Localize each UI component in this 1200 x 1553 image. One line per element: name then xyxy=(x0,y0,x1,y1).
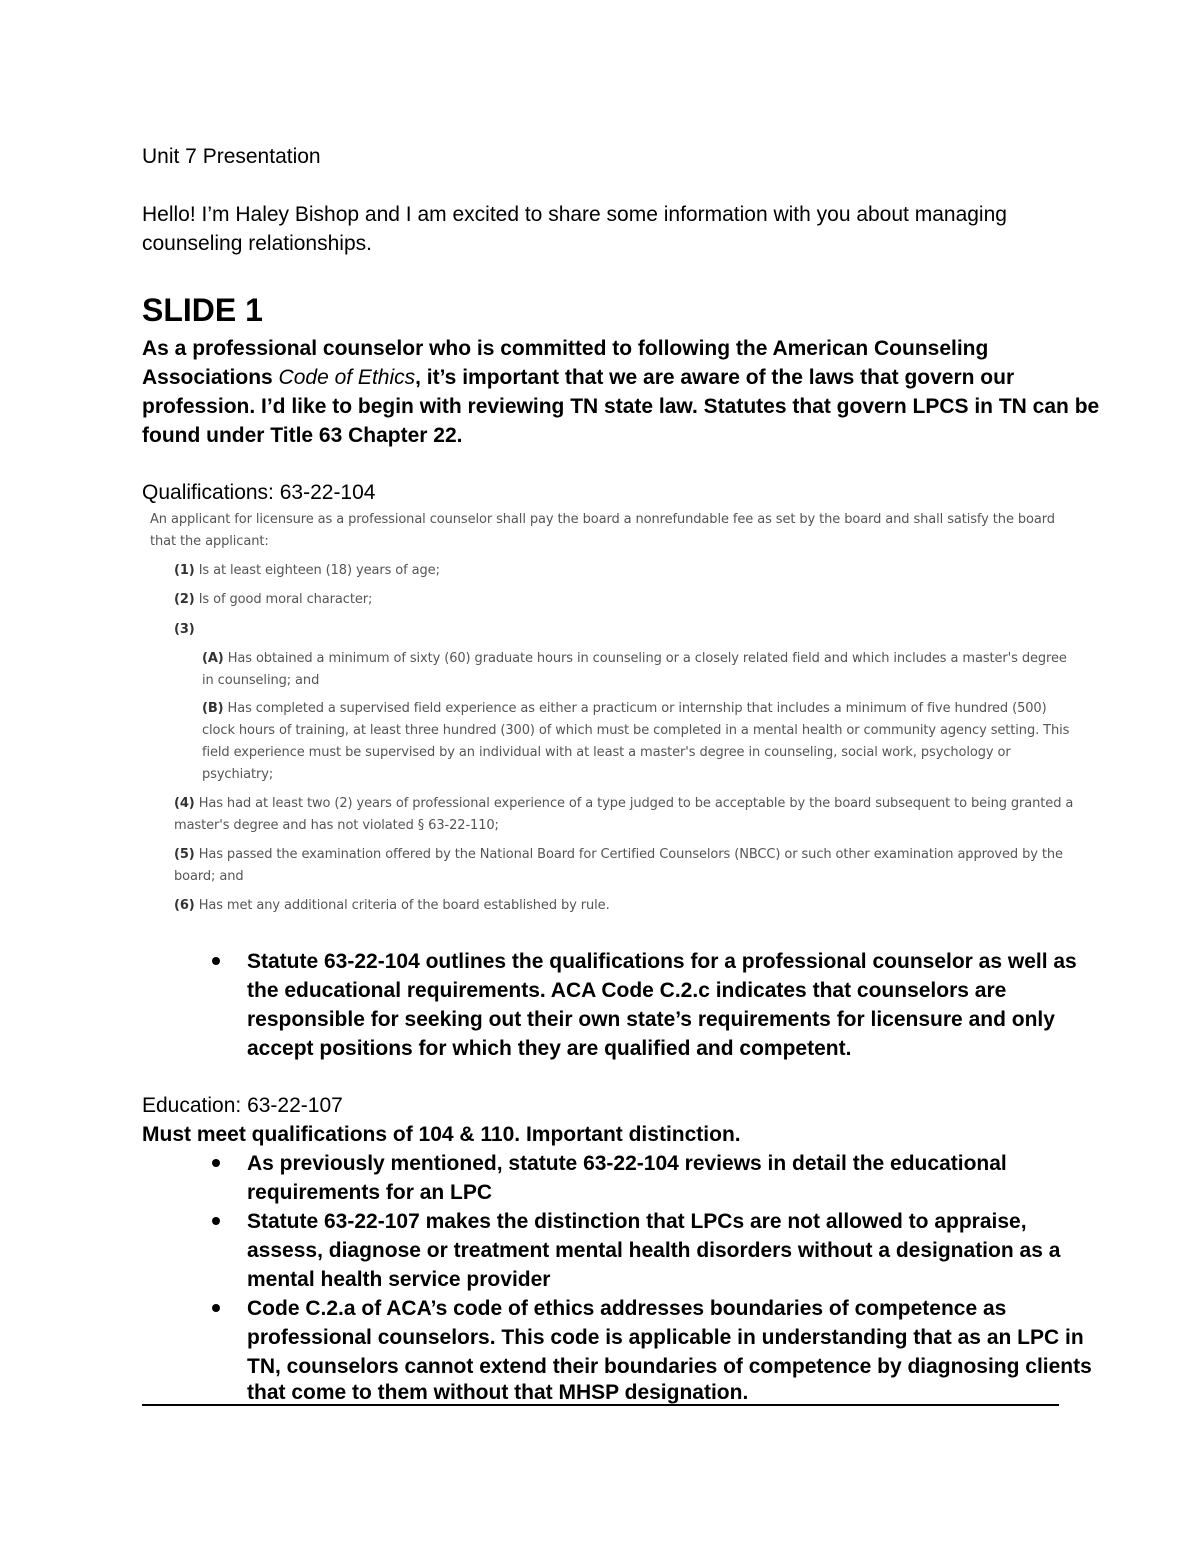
qual-bullet-line-2: the educational requirements. ACA Code C.2.c indicates that counselors are xyxy=(247,979,1007,1002)
code-of-ethics-title: Code of Ethics xyxy=(278,366,416,389)
education-heading: Education: 63-22-107 xyxy=(142,1094,343,1117)
statute-item-6: (6) Has met any additional criteria of the board established by rule. xyxy=(174,898,610,913)
slide-para-post: , it’s important that we are aware of the laws that govern our xyxy=(415,366,1015,389)
edu-bullet-2-line-2: assess, diagnose or treatment mental health disorders without a designation as a xyxy=(247,1239,1061,1262)
statute-item-3a-2: in counseling; and xyxy=(202,673,320,688)
statute-item-5-2: board; and xyxy=(174,869,244,884)
statute-item-1: (1) Is at least eighteen (18) years of age; xyxy=(174,563,440,578)
statute-item-2: (2) Is of good moral character; xyxy=(174,592,373,607)
slide-para-line-4: found under Title 63 Chapter 22. xyxy=(142,424,463,447)
document-title: Unit 7 Presentation xyxy=(142,145,321,168)
statute-item-4-2: master's degree and has not violated § 63-22-110; xyxy=(174,818,499,833)
qual-bullet-line-4: accept positions for which they are qualified and competent. xyxy=(247,1037,852,1060)
qualifications-heading: Qualifications: 63-22-104 xyxy=(142,481,376,504)
horizontal-rule xyxy=(142,1404,1059,1406)
statute-item-3: (3) xyxy=(174,622,195,637)
intro-line-2: counseling relationships. xyxy=(142,232,372,255)
statute-intro-2: that the applicant: xyxy=(150,534,269,549)
statute-excerpt xyxy=(148,508,1108,928)
slide-para-pre: Associations xyxy=(142,366,279,389)
bullet-dot xyxy=(212,957,220,965)
edu-bullet-2-line-1: Statute 63-22-107 makes the distinction that LPCs are not allowed to appraise, xyxy=(247,1210,1027,1233)
edu-bullet-1-line-2: requirements for an LPC xyxy=(247,1181,493,1204)
edu-bullet-3-line-1: Code C.2.a of ACA’s code of ethics addresses boundaries of competence as xyxy=(247,1297,1007,1320)
slide-para-line-3: profession. I’d like to begin with reviewing TN state law. Statutes that govern LPCS in TN can be xyxy=(142,395,1100,418)
education-subheading: Must meet qualifications of 104 & 110. Important distinction. xyxy=(142,1123,741,1146)
slide-para-line-1: As a professional counselor who is committed to following the American Counseling xyxy=(142,337,989,360)
bullet-dot xyxy=(212,1159,220,1167)
statute-item-3b-1: (B) Has completed a supervised field experience as either a practicum or internship that includes a minimum of five hundred (500) xyxy=(202,701,1047,716)
slide-heading: SLIDE 1 xyxy=(142,292,263,328)
statute-item-4-1: (4) Has had at least two (2) years of professional experience of a type judged to be acceptable by the board subsequent to being granted a xyxy=(174,796,1074,811)
statute-item-3b-3: field experience must be supervised by an individual with at least a master's degree in counseling, social work, psychology or xyxy=(202,745,1011,760)
bullet-dot xyxy=(212,1304,220,1312)
bullet-dot xyxy=(212,1217,220,1225)
edu-bullet-3-line-2: professional counselors. This code is applicable in understanding that as an LPC in xyxy=(247,1326,1084,1349)
slide-para-line-2 xyxy=(142,363,1014,392)
qual-bullet-line-3: responsible for seeking out their own state’s requirements for licensure and only xyxy=(247,1008,1055,1031)
statute-item-3b-2: clock hours of training, at least three hundred (300) of which must be completed in a mental health or community agency setting. This xyxy=(202,723,1070,738)
edu-bullet-3-line-4: that come to them without that MHSP designation. xyxy=(247,1381,749,1404)
intro-line-1: Hello! I’m Haley Bishop and I am excited to share some information with you about managing xyxy=(142,203,1007,226)
statute-item-5-1: (5) Has passed the examination offered by the National Board for Certified Counselors (NBCC) or such other examination approved by the xyxy=(174,847,1063,862)
statute-item-3a-1: (A) Has obtained a minimum of sixty (60) graduate hours in counseling or a closely related field and which includes a master's degree xyxy=(202,651,1067,666)
edu-bullet-3-line-3: TN, counselors cannot extend their boundaries of competence by diagnosing clients xyxy=(247,1355,1092,1378)
qual-bullet-line-1: Statute 63-22-104 outlines the qualifications for a professional counselor as well as xyxy=(247,950,1077,973)
statute-item-3b-4: psychiatry; xyxy=(202,767,274,782)
edu-bullet-1-line-1: As previously mentioned, statute 63-22-104 reviews in detail the educational xyxy=(247,1152,1007,1175)
edu-bullet-2-line-3: mental health service provider xyxy=(247,1268,551,1291)
statute-intro-1: An applicant for licensure as a professional counselor shall pay the board a nonrefundable fee as set by the board and shall satisfy the board xyxy=(150,512,1055,527)
